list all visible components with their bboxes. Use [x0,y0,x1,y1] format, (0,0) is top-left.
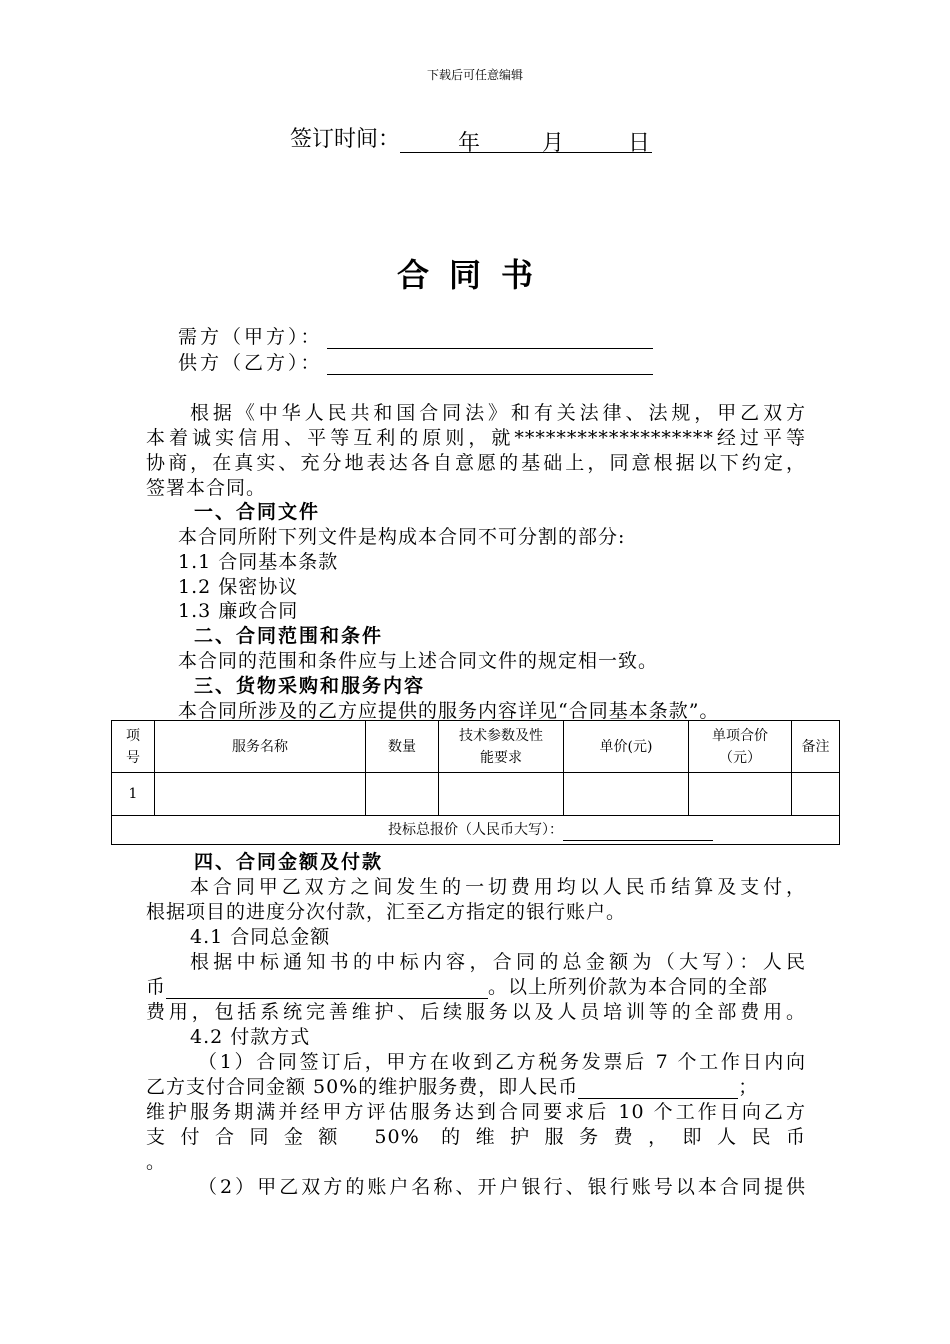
total-price-blank [563,824,713,841]
section4-text: 根据项目的进度分次付款，汇至乙方指定的银行账户。 [146,901,627,923]
header-service-name: 服务名称 [155,721,366,773]
table-header-row [112,721,840,773]
section1-item: 1.2 保密协议 [178,576,299,598]
header-item-no: 项 号 [112,721,155,773]
section4-text: （2）甲乙双方的账户名称、开户银行、银行账号以本合同提供 [198,1176,806,1198]
text-fragment: 币 [146,976,167,998]
intro-line: 签署本合同。 [146,477,267,499]
row-cell [155,773,366,816]
signing-date-blank [400,126,652,156]
section4-text: 支付合同金额 50% 的维护服务费，即人民币 [146,1126,806,1148]
signing-date-label: 签订时间： [290,127,401,152]
header-subtotal: 单项合价 （元） [689,721,792,773]
header-tech-params: 技术参数及性 能要求 [439,721,564,773]
header-quantity: 数量 [366,721,439,773]
party-b-row [178,348,653,375]
section2-heading: 二、合同范围和条件 [194,625,384,647]
section4-sub1: 4.1 合同总金额 [190,926,331,948]
section1-heading: 一、合同文件 [194,501,321,523]
section4-text: 本合同甲乙双方之间发生的一切费用均以人民币结算及支付， [190,876,806,898]
row-cell [564,773,689,816]
section4-text: （1）合同签订后，甲方在收到乙方税务发票后 7 个工作日内向 [198,1051,806,1073]
total-price-label: 投标总报价（人民币大写）： [388,822,563,838]
section4-heading: 四、合同金额及付款 [194,851,384,873]
section3-heading: 三、货物采购和服务内容 [194,675,426,697]
document-title: 合同书 [396,256,553,294]
total-price-cell [112,816,840,845]
day-label: 日 [628,131,651,156]
intro-line: 本着诚实信用、平等互利的原则，就*******************经过平等 [146,427,806,449]
party-a-label: 需方（甲方）： [178,326,323,348]
header-unit-price: 单价(元) [564,721,689,773]
section4-text-row [146,972,768,999]
section4-text: 根据中标通知书的中标内容，合同的总金额为（大写）：人民 [190,951,806,973]
section4-text: 费用，包括系统完善维护、后续服务以及人员培训等的全部费用。 [146,1001,806,1023]
party-a-row [178,322,653,349]
party-b-label: 供方（乙方）： [178,352,323,374]
service-table [111,720,840,845]
row-no: 1 [112,773,155,816]
row-cell [689,773,792,816]
intro-line: 根据《中华人民共和国合同法》和有关法律、法规，甲乙双方 [190,402,806,424]
text-fragment: ； [738,1076,759,1098]
table-row [112,773,840,816]
text-fragment: 。以上所列价款为本合同的全部 [488,976,769,998]
section4-text-row [146,1072,758,1099]
section4-text: 。 [146,1151,167,1173]
section4-text: 维护服务期满并经甲方评估服务达到合同要求后 10 个工作日向乙方 [146,1101,806,1123]
text-fragment: 乙方支付合同金额 50%的维护服务费，即人民币 [146,1076,579,1098]
header-remarks: 备注 [792,721,840,773]
section1-item: 1.1 合同基本条款 [178,551,339,573]
header-note: 下载后可任意编辑 [426,68,523,82]
section3-desc: 本合同所涉及的乙方应提供的服务内容详见“合同基本条款”。 [178,700,720,722]
section4-sub2: 4.2 付款方式 [190,1026,311,1048]
section2-desc: 本合同的范围和条件应与上述合同文件的规定相一致。 [178,650,659,672]
table-total-row [112,816,840,845]
section1-desc: 本合同所附下列文件是构成本合同不可分割的部分: [178,526,626,548]
intro-line: 协商，在真实、充分地表达各自意愿的基础上，同意根据以下约定， [146,452,806,474]
year-label: 年 [458,131,481,156]
section1-item: 1.3 廉政合同 [178,600,299,622]
month-label: 月 [542,131,565,156]
party-a-blank [327,328,653,349]
row-cell [439,773,564,816]
row-cell [366,773,439,816]
signing-date-row [290,122,652,156]
party-b-blank [327,354,653,375]
row-cell [792,773,840,816]
